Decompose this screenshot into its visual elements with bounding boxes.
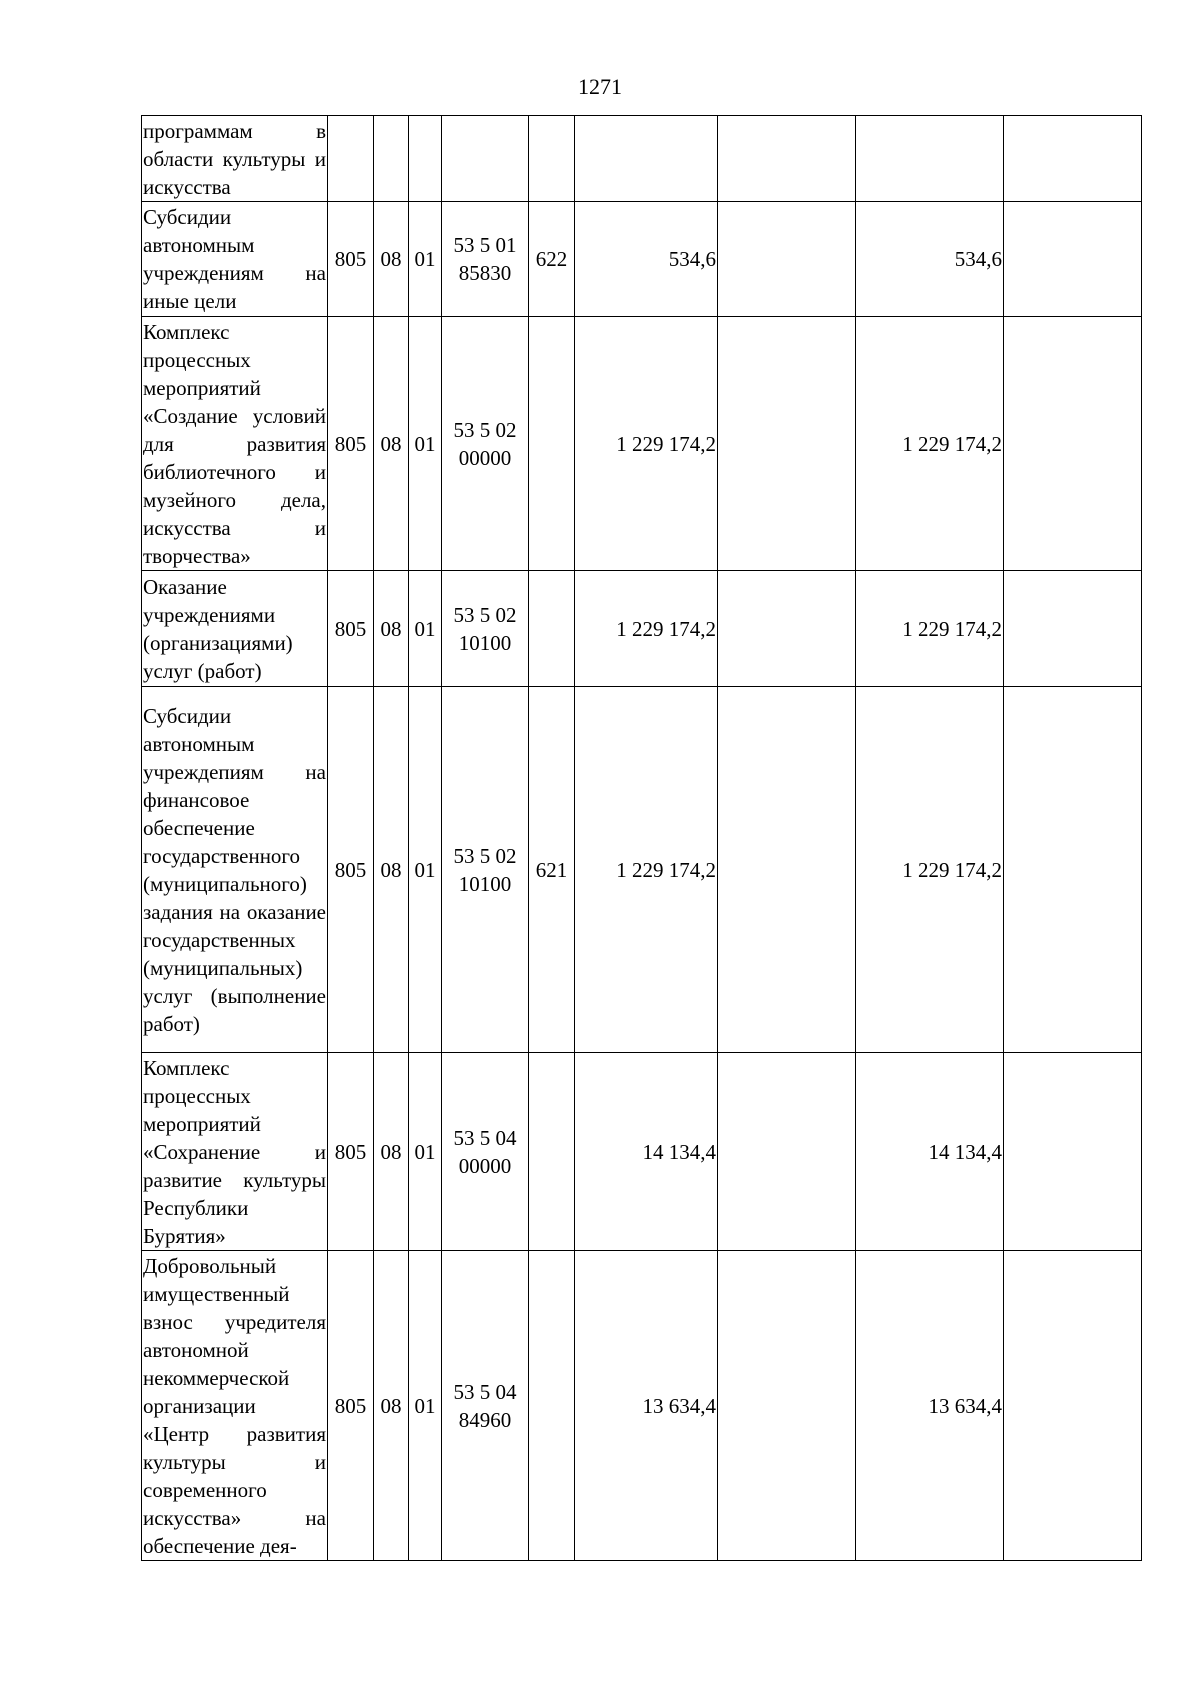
row-sum2: [718, 1053, 856, 1251]
row-vr: [529, 1251, 575, 1561]
row-sum1: 13 634,4: [575, 1251, 718, 1561]
row-ved: 805: [328, 317, 374, 571]
row-sum4: [1004, 1053, 1142, 1251]
row-sum1: 14 134,4: [575, 1053, 718, 1251]
row-sum2: [718, 116, 856, 202]
row-sum2: [718, 202, 856, 317]
row-sum1: 534,6: [575, 202, 718, 317]
row-ved: 805: [328, 1251, 374, 1561]
row-csr: 53 5 04 00000: [442, 1053, 529, 1251]
row-sum1: 1 229 174,2: [575, 317, 718, 571]
row-pr: 01: [409, 571, 442, 687]
row-sum4: [1004, 1251, 1142, 1561]
row-csr: 53 5 01 85830: [442, 202, 529, 317]
row-vr: 621: [529, 687, 575, 1053]
row-sum2: [718, 687, 856, 1053]
budget-table: [141, 115, 1142, 1561]
row-sum3: 1 229 174,2: [856, 317, 1004, 571]
row-description: программам в области культуры и искусства: [142, 116, 328, 202]
row-rz: [374, 116, 409, 202]
row-rz: 08: [374, 571, 409, 687]
row-rz: 08: [374, 317, 409, 571]
row-sum1: [575, 116, 718, 202]
row-pr: [409, 116, 442, 202]
row-rz: 08: [374, 1251, 409, 1561]
table-row: [142, 317, 1142, 571]
row-vr: [529, 571, 575, 687]
row-sum3: 1 229 174,2: [856, 571, 1004, 687]
row-ved: 805: [328, 571, 374, 687]
row-sum3: 13 634,4: [856, 1251, 1004, 1561]
row-sum2: [718, 571, 856, 687]
row-ved: 805: [328, 1053, 374, 1251]
table-row: [142, 202, 1142, 317]
table-row: [142, 1251, 1142, 1561]
row-sum3: [856, 116, 1004, 202]
row-ved: 805: [328, 202, 374, 317]
row-sum1: 1 229 174,2: [575, 571, 718, 687]
row-description: Субсидии автономным учреждениям на иные цели: [142, 202, 328, 317]
row-ved: 805: [328, 687, 374, 1053]
row-ved: [328, 116, 374, 202]
row-description: Комплекс процессных мероприятий «Создание условий для развития библиотечного и музейного дела, искусства и творчества»: [142, 317, 328, 571]
row-sum4: [1004, 317, 1142, 571]
row-sum3: 534,6: [856, 202, 1004, 317]
row-sum2: [718, 317, 856, 571]
row-pr: 01: [409, 687, 442, 1053]
table-row: [142, 571, 1142, 687]
page-number: 1271: [578, 74, 622, 99]
row-csr: 53 5 02 00000: [442, 317, 529, 571]
row-description: Комплекс процессных мероприятий «Сохранение и развитие культуры Республики Бурятия»: [142, 1053, 328, 1251]
row-sum4: [1004, 571, 1142, 687]
row-csr: 53 5 04 84960: [442, 1251, 529, 1561]
row-pr: 01: [409, 202, 442, 317]
row-sum1: 1 229 174,2: [575, 687, 718, 1053]
row-sum4: [1004, 687, 1142, 1053]
table-row: [142, 1053, 1142, 1251]
row-pr: 01: [409, 1251, 442, 1561]
row-csr: [442, 116, 529, 202]
row-sum3: 14 134,4: [856, 1053, 1004, 1251]
row-description: Оказание учреждениями (организациями) услуг (работ): [142, 571, 328, 687]
row-sum4: [1004, 202, 1142, 317]
row-sum4: [1004, 116, 1142, 202]
row-csr: 53 5 02 10100: [442, 571, 529, 687]
row-rz: 08: [374, 202, 409, 317]
row-rz: 08: [374, 1053, 409, 1251]
row-csr: 53 5 02 10100: [442, 687, 529, 1053]
row-sum3: 1 229 174,2: [856, 687, 1004, 1053]
row-sum2: [718, 1251, 856, 1561]
table-row: [142, 116, 1142, 202]
row-pr: 01: [409, 1053, 442, 1251]
table-row: [142, 687, 1142, 1053]
row-vr: [529, 317, 575, 571]
row-description: Субсидии автономным учреждепиям на финансовое обеспечение государственного (муниципального) задания на оказание государственных (муниципальных) услуг (выполнение работ): [142, 687, 328, 1053]
row-rz: 08: [374, 687, 409, 1053]
row-pr: 01: [409, 317, 442, 571]
row-vr: [529, 1053, 575, 1251]
row-vr: 622: [529, 202, 575, 317]
row-description: Добровольный имущественный взнос учредителя автономной некоммерческой организации «Центр развития культуры и современного искусства» на обеспечение дея-: [142, 1251, 328, 1561]
row-vr: [529, 116, 575, 202]
